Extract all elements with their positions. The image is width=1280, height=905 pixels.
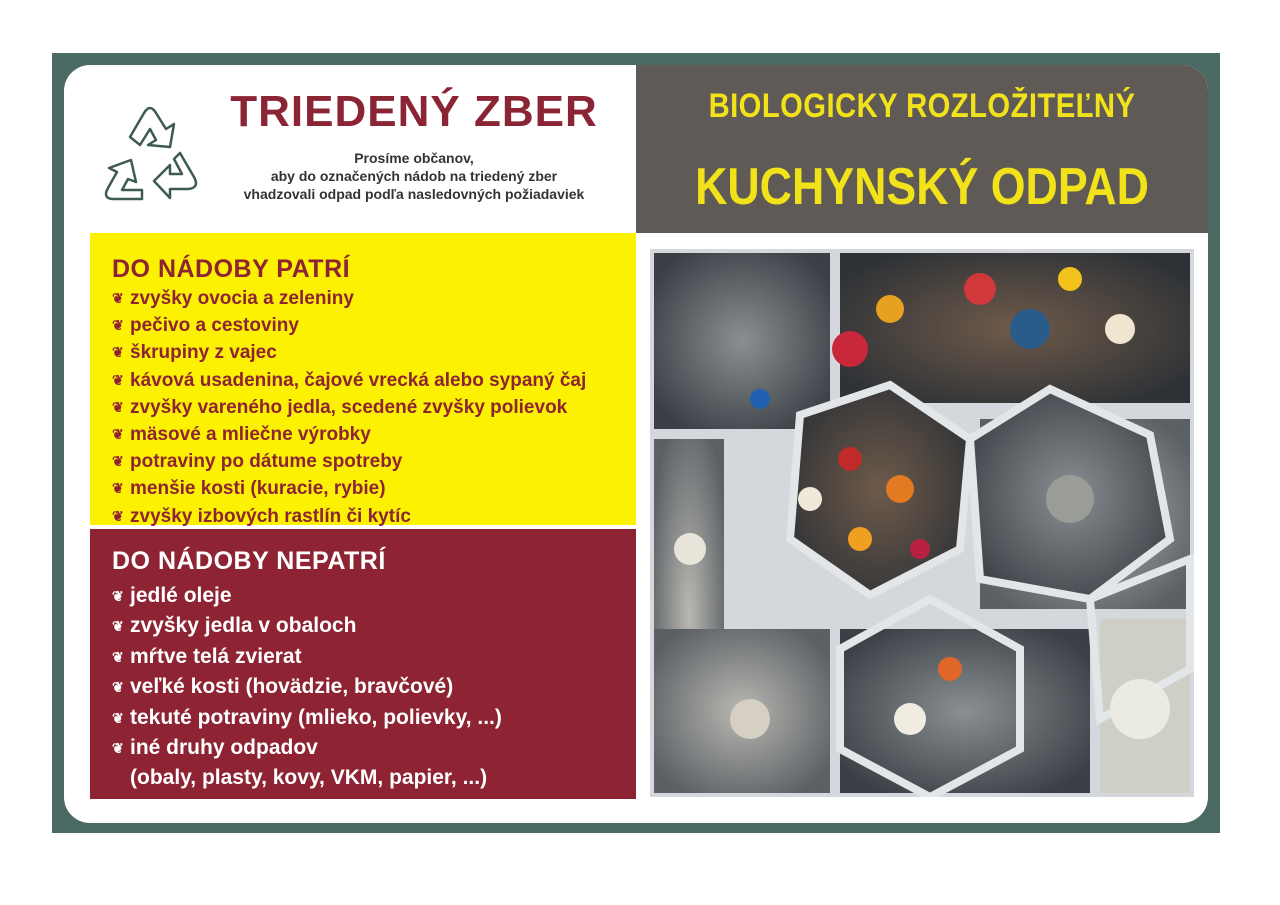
sprout-icon: ❦ [112, 344, 124, 361]
belongs-list [112, 285, 586, 530]
list-item [112, 448, 586, 475]
list-item [112, 312, 586, 339]
list-item-label: veľké kosti (hovädzie, bravčové) [130, 675, 454, 699]
list-item-label: mäsové a mliečne výrobky [130, 424, 371, 446]
list-item [112, 394, 586, 421]
sprout-icon: ❦ [112, 317, 124, 334]
belongs-panel [90, 233, 636, 525]
list-item-label: škrupiny z vajec [130, 342, 277, 364]
list-item-label: jedlé oleje [130, 584, 232, 607]
recycle-icon [86, 95, 214, 219]
list-item-label: pečivo a cestoviny [130, 315, 299, 337]
sprout-icon: ❦ [112, 740, 124, 757]
waste-photo-collage [650, 249, 1194, 797]
list-item [112, 475, 586, 502]
list-item [112, 703, 502, 733]
page-title: TRIEDENÝ ZBER [230, 87, 598, 136]
belongs-heading: DO NÁDOBY PATRÍ [112, 255, 351, 283]
subtitle-line: Prosíme občanov, [354, 150, 474, 166]
not-belongs-list [112, 581, 502, 793]
subtitle-line: aby do označených nádob na triedený zber [270, 168, 558, 184]
header-left [64, 65, 636, 233]
list-item-label: tekuté potraviny (mlieko, polievky, ...) [130, 705, 502, 729]
collage-image [650, 249, 1194, 797]
sprout-icon: ❦ [112, 398, 124, 415]
list-item [112, 733, 502, 763]
list-item-label: potraviny po dátume spotreby [130, 451, 403, 473]
sprout-icon: ❦ [112, 648, 124, 665]
list-item [112, 367, 586, 394]
list-item [112, 642, 502, 672]
list-item-label: zvyšky izbových rastlín či kytíc [130, 505, 411, 527]
not-belongs-heading: DO NÁDOBY NEPATRÍ [112, 547, 386, 575]
list-item-continuation: (obaly, plasty, kovy, VKM, papier, ...) [130, 766, 488, 790]
category-line-2: KUCHYNSKÝ ODPAD [695, 158, 1149, 216]
sprout-icon: ❦ [112, 709, 124, 726]
list-item-label: mŕtve telá zvierat [130, 644, 302, 668]
sprout-icon: ❦ [112, 290, 124, 306]
sprout-icon: ❦ [112, 453, 124, 470]
subtitle-line: vhadzovali odpad podľa nasledovných požiadaviek [243, 186, 585, 202]
list-item-label: zvyšky vareného jedla, scedené zvyšky polievok [130, 396, 568, 418]
list-item [112, 672, 502, 702]
list-item-label: zvyšky ovocia a zeleniny [130, 288, 354, 309]
category-line-1: BIOLOGICKY ROZLOŽITEĽNÝ [708, 87, 1136, 125]
list-item [112, 503, 586, 530]
list-item [112, 339, 586, 366]
list-item [112, 611, 502, 641]
sprout-icon: ❦ [112, 371, 124, 388]
header-right [636, 65, 1208, 233]
list-item [112, 581, 502, 611]
list-item [112, 421, 586, 448]
list-item-label: menšie kosti (kuracie, rybie) [130, 478, 386, 500]
sprout-icon: ❦ [112, 426, 124, 443]
list-item-label: zvyšky jedla v obaloch [130, 614, 357, 638]
sprout-icon: ❦ [112, 480, 124, 497]
poster [64, 65, 1208, 823]
list-item-label: iné druhy odpadov [130, 736, 318, 760]
list-item [112, 285, 586, 312]
sprout-icon: ❦ [112, 507, 124, 524]
sprout-icon: ❦ [112, 618, 124, 635]
sprout-icon: ❦ [112, 679, 124, 696]
sprout-icon: ❦ [112, 588, 124, 604]
subtitle [214, 149, 614, 203]
not-belongs-panel [90, 529, 636, 799]
list-item-label: kávová usadenina, čajové vrecká alebo sypaný čaj [130, 369, 587, 391]
